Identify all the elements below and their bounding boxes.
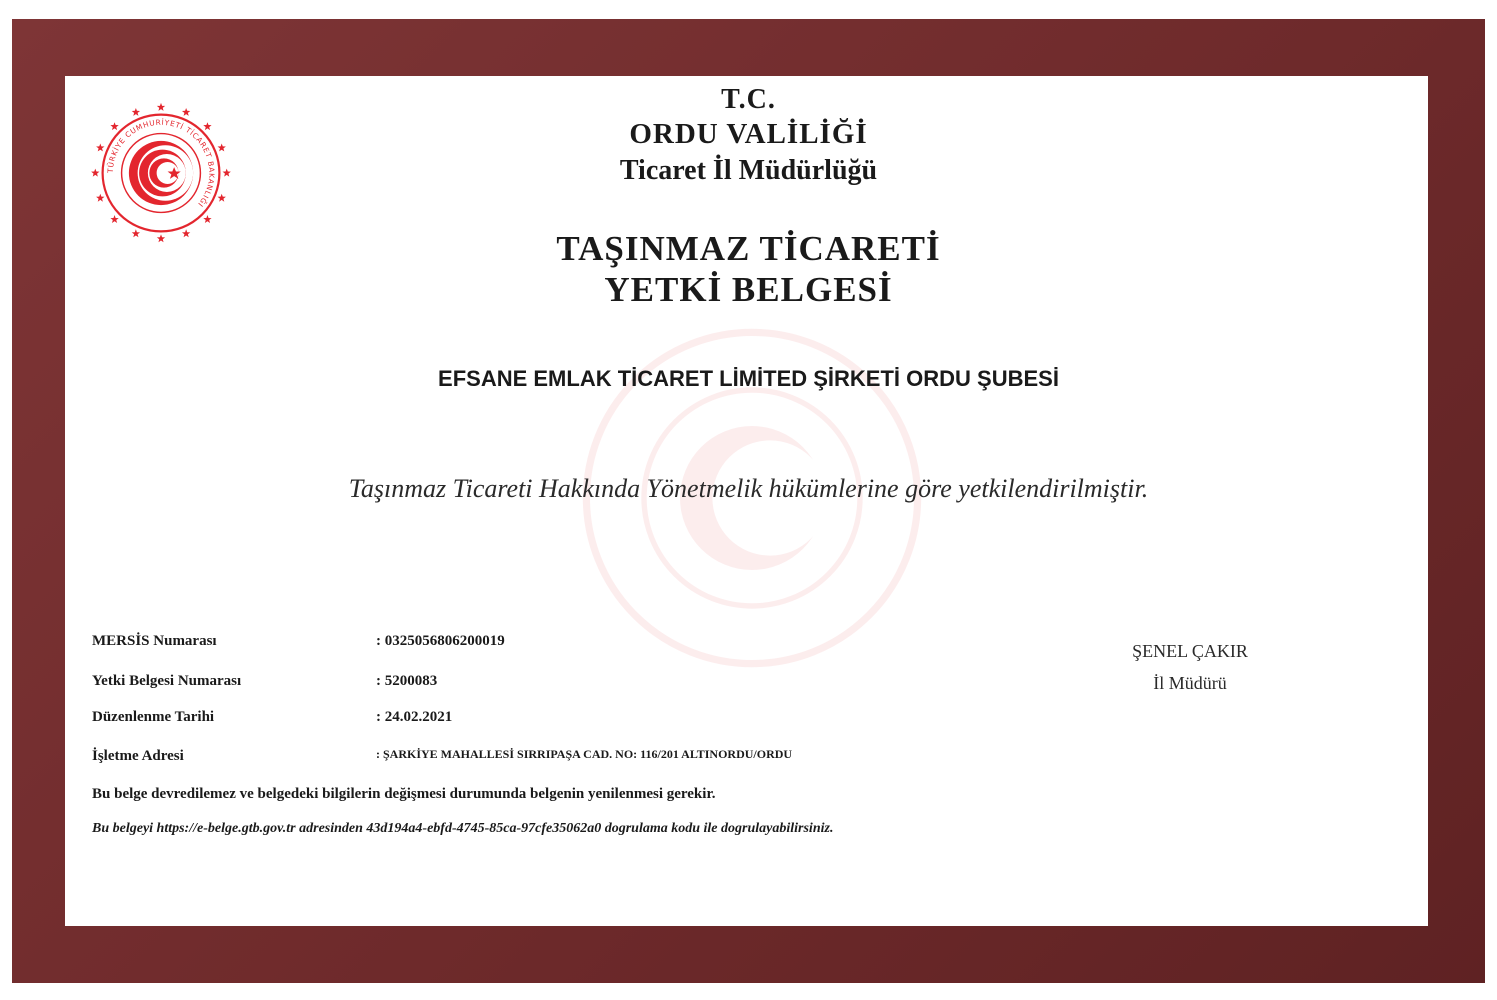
header-directorate: Ticaret İl Müdürlüğü — [619, 155, 878, 186]
signer-title: İl Müdürü — [1153, 673, 1227, 693]
field-label-mersis: MERSİS Numarası — [92, 633, 217, 649]
field-value-address: : ŞARKİYE MAHALLESİ SIRRIPAŞA CAD. NO: 116/201 ALTINORDU/ORDU — [376, 747, 793, 761]
company-name: EFSANE EMLAK TİCARET LİMİTED ŞİRKETİ ORDU ŞUBESİ — [438, 366, 1059, 391]
field-value-issue-date: : 24.02.2021 — [376, 709, 453, 725]
certificate-title-line2: YETKİ BELGESİ — [604, 270, 893, 309]
field-value-license-number: : 5200083 — [376, 673, 438, 689]
field-label-issue-date: Düzenlenme Tarihi — [92, 709, 215, 725]
seal-star-icon — [110, 215, 118, 223]
seal-star-icon — [96, 194, 104, 202]
verification-note: Bu belgeyi https://e-belge.gtb.gov.tr adresinden 43d194a4-ebfd-4745-85ca-97cfe35062a0 dogrulama kodu ile dogrulayabilirsiniz. — [92, 821, 834, 836]
authorization-statement: Taşınmaz Ticareti Hakkında Yönetmelik hükümlerine göre yetkilendirilmiştir. — [348, 474, 1149, 503]
transfer-note: Bu belge devredilemez ve belgedeki bilgilerin değişmesi durumunda belgenin yenilenmesi gerekir. — [92, 786, 716, 802]
certificate-title-line1: TAŞINMAZ TİCARETİ — [556, 229, 941, 268]
seal-star-icon — [218, 194, 226, 202]
header-governorship: ORDU VALİLİĞİ — [629, 118, 868, 150]
seal-star-icon — [203, 215, 211, 223]
signer-name: ŞENEL ÇAKIR — [1132, 641, 1248, 661]
field-label-address: İşletme Adresi — [92, 748, 184, 764]
field-value-mersis: : 0325056806200019 — [376, 633, 505, 649]
seal-ring-text: TÜRKİYE CUMHURİYETİ TİCARET BAKANLIĞI — [105, 117, 217, 210]
field-label-license-number: Yetki Belgesi Numarası — [92, 673, 242, 689]
header-tc: T.C. — [721, 84, 776, 115]
